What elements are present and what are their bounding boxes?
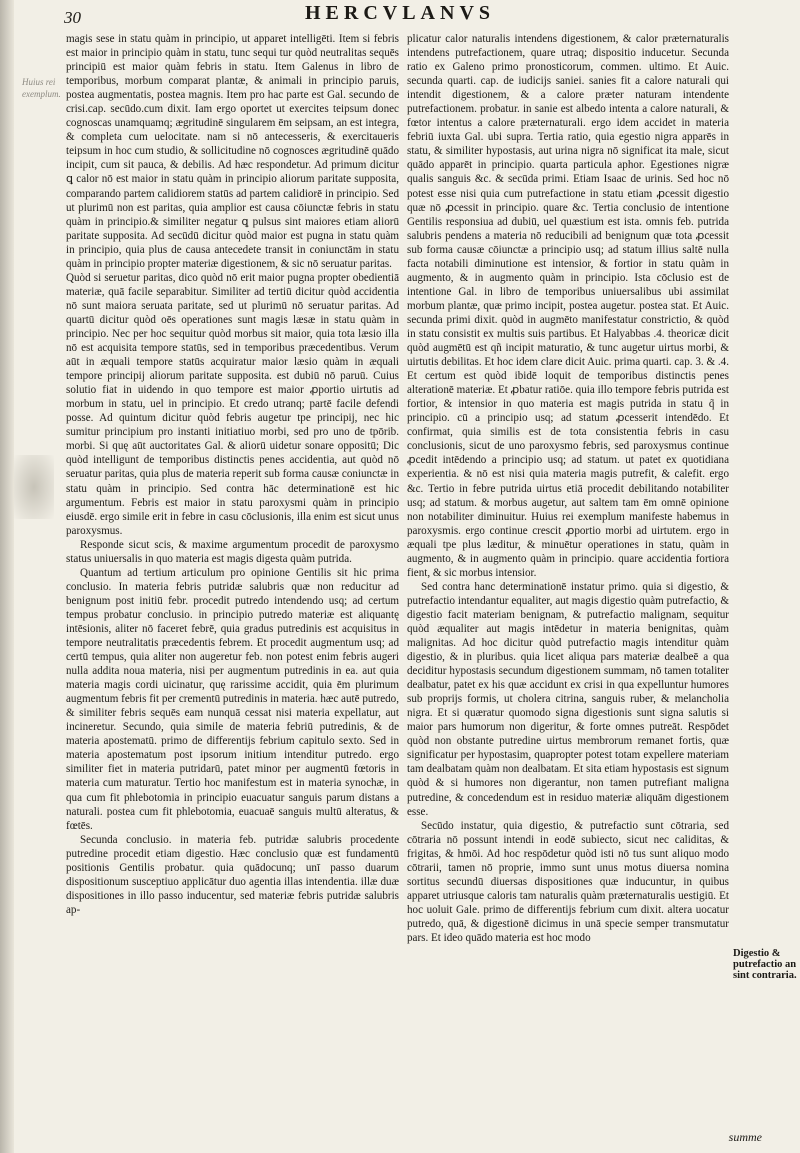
left-paragraph: Responde sicut scis, & maxime argumentum procedit de paroxysmo status uniuersalis in quo materia est magis digesta quàm putrida. (66, 538, 399, 565)
page-edge (0, 0, 14, 1153)
left-paragraph: magis sese in statu quàm in principio, ut apparet intelligēti. Item si febris est maior in principio quàm in statu, tunc sequi tur quòd neutralitas sequēs principiū est maior quàm febris in statu. Item Galenus in libro de temporibus, morbum comparat plantæ, & animali in principio paruis, postea augmentatis, postea magnis. Item pro hac parte est Gal. secundo de crisi.cap. secūdo.cum dixit. Iam ergo oportet ut exercites teipsum donec cognoscas unamquamq; ægritudinē singularem ēm seipsam, an est integra, & completa cum uelocitate. nam si nō antecesseris, & exercitaueris teipsum in hoc cum studio, & sollicitudine nō cognosces ægritudinē quādo incipit, cum sit pauca, & debilis. Ad hæc respondetur. Ad primum dicitur ꝗ calor nō est maior in statu quàm in principio aliorum paritate supposita, comparando partem calidiorem statūs ad partem calidiorē in principio. Sed ut plurimū non est paritas, quia amplior est causa cōiunctæ febris in statu quàm in principio.& similiter negatur ꝗ pulsus sint maiores etiam aliorū paritate supposita. Ad secūdū dicitur quòd maior est pugna in statu quàm in principio, quia plus de causa antecedete transit in coniunctām in statu quàm in principio propter materiæ digestionem, & sic nō seruatur paritas. (66, 33, 399, 270)
margin-note-left: Huius rei exemplum. (22, 77, 61, 99)
page-header (0, 2, 800, 32)
running-title: HERCVLANVS (304, 2, 496, 24)
left-paragraph: Quantum ad tertium articulum pro opinione Gentilis sit hic prima conclusio. In materia febris putridæ salubris quæ non reducitur ad benignum post initiū febr. procedit putredo intendendo usq; ad certum tempus probatur conclusio. in principio putredo materiæ est aliquantę intēsionis, aliter nō faceret febrē, quia gradus putredinis est acquisitus in tempore neutralitatis præcedentis febrem. Et procedit augmentum usq; ad certū tempus, quia aliter non augeretur feb. non potest enim febris augeri nulla addita noua materia, nisi per augmentum putredinis in ea. aut quia materia magis cordi uicinatur, quę rarissime accidit, quia ēm plurimum augmentum febris fit per crementū putredinis in materia. hæc autē putredo, & similiter febris sequēs eam nunquā cessat nisi materia expellatur, aut incineretur. Secundo, quia simile de materia febriū putredinis, & de materia apostematū. primo de differentijs febrium capitulo sexto. Sed in materia apostematum post ipsorum initium intenditur putredo. ergo similiter fiet in materia putridarū, patet minor per augmentū fœtoris in materia cum maturatur. Tertio hoc manifestum est in materia synochæ, in qua cum fit phlebotomia in principio euacuatur sanguis parum distans a naturali. postea cum fit phlebotomia, euacuaē sanguis multū alteratus, & fœtēs. (66, 566, 399, 832)
left-paragraph: Quòd si seruetur paritas, dico quòd nō erit maior pugna propter obedientiā materiæ, quā facile separabitur. Similiter ad tertiū dicitur quòd accidentia nō sunt maiora seruata paritate, sed ut plurimū nō seruatur paritas. Ad quartū dicitur quòd oēs operationes sunt magis læsæ in statu quàm in principio. Nec per hoc sequitur quòd morbus sit maior, quia tota læsio illa nō est acquisita tempore statūs, sed in temporibus præcedentibus. Verum aūt in æquali tempore statūs acquiratur maior læsio quàm in æquali tempore principij aliorum paritate supposita. est dubiū nō paruū. Cuius solutio fiat in uidendo in quo tempore est maior ꝓportio uirtutis ad morbum in statu, uel in principio. Et credo utranq; partē facile defendi posse. Ad quintum dicitur quòd febris augetur tpe principij, nec hic sumitur principium pro instanti initiatiuo morbi, sed pro uno de tpōrib. morbi. Si quę aūt auctoritates Gal. & aliorū uidetur sonare oppositū; Dic quòd intelligunt de temporibus distinctis penes accidentia, aut quòd nō seruatur paritas, quia plus de materia reperit sub forma causæ coniunctæ in statu quàm in principio. Sed contra hāc determinationē est hic argumentum. Febris est maior in statu paroxysmi quàm in principio eiusdē. ergo simile erit in febre in casu cōclusionis, illa enim est sicut unus paroxysmus. (66, 271, 399, 537)
right-paragraph: Secūdo instatur, quia digestio, & putrefactio sunt cōtraria, sed cōtraria nō possunt intendi in eodē subiecto, sicut nec caliditas, & frigitas, & hmōi. Ad hoc respōdetur quòd isti nō tus sunt aliquo modo cōtrarii, tamen nō proprie, immo sunt unus motus diuersa nomina sortitus secundū diuersas dispositiones quæ inducuntur, in quibus apparet utriusque caloris tam naturalis quàm præternaturalis uestigiū. Et hoc uoluit Gale. primo de differentijs febrium cum dixit. altera uocatur putredo, quā, & digestionē dicimus in unā specie semper transmutatur pars. Et ideo quādo materia est hoc modo (407, 819, 729, 944)
left-paragraph: Secunda conclusio. in materia feb. putridæ salubris procedente putredine procedit etiam digestio. Hæc conclusio quæ est fundamentū positionis Gentilis probatur. quia quādocunq; unī passo duarum dispositionum susceptiuo applicātur duo agentia illas intendentia. illæ duæ dispositiones in illo passo inducentur, sed materiæ febris putridæ salubris ap- (66, 833, 399, 916)
right-column (407, 32, 729, 1150)
ink-smudge (14, 455, 54, 519)
left-column (66, 32, 399, 1150)
folio-number: 30 (64, 8, 81, 27)
right-paragraph: Sed contra hanc determinationē instatur primo. quia si digestio, & putrefactio intendantur equaliter, aut magis digestio quàm putrefactio, & digestio facit materiam benignam, & putrefactio malignam, sequitur quòd æqualiter aut magis intēdetur in materia benignitas, quàm malignitas. Ad hoc dicitur quòd putrefactio magis intenditur quàm digestio, & in pluribus. quia licet aliqua pars materiæ dealbeē a qua deciditur hypostasis secundum digestionem summam, nō tamen totaliter dealbatur, patet ex his quæ accidunt ex crisi in qua expelluntur humores sub proprijs formis, ut cholera citrina, sanguis ruber, & melancholia nigra. Et si quæratur quomodo signa digestionis sunt signa salutis si maior pars humorum non digeritur, & forte omnes putreāt. Respōdet quòd non obstante putredine uirtus membrorum remanet fortis, quæ significatur per hypostasim, quapropter potest totam expellere materiam tam dealbatam quàm non dealbatam. Et sita etiam hypostasis est signum quòd & si humores non digerantur, non tamen putrefiant maligna putredine, & concedendum est in residuo materiæ aliquām digestionem esse. (407, 580, 729, 818)
catchword: summe (728, 1130, 762, 1144)
right-paragraph: plicatur calor naturalis intendens digestionem, & calor præternaturalis intendens putrefactionem, quare utraq; dispositio inducetur. Secunda ratio ex Galeno primo pronosticorum, commen. ultimo. Et Auic. secunda quarti. cap. de iudicijs saniei. sanies fit a calore naturali qui intendit digestionem, & a calore præter naturam intendente putrefactionem. probatur. in sanie est albedo intenta a calore naturali, & fœtor intentus a calore præternaturali. ergo idem accidet in materia febriū iuxta Gal. ubi supra. Tertia ratio, quia egestio nigra apparēs in statu, & similiter hypostasis, aut urina nigra nō significat ita male, sicut quādo apparēt in principio. quarta particula aphor. Egestiones nigræ qualis sanguis &c. & secūda primi. Etiam Isaac de urinis. Sed hoc nō potest esse nisi quia cum putrefactione in statu etiam ꝓcessit digestio quæ nō ꝓcessit in principio. quare &c. Tertia conclusio de intentione Gentilis responsiua ad dubiū, uel quæstium est ista. omnis feb. putrida salubris pendens a materia nō reducibili ad benignum quæ tota ꝓcessit sub forma causæ cōiunctæ a principio usq; ad statum illius saltē nulla facta notabili diminutione est intensior, & fortior in statu quàm in augmento, & in augmento quàm in principio. Ista cōclusio est de intentione Gal. in libro de temporibus uniuersalibus ubi assimilat morbum plantæ, quæ primo incipit, postea augetur. postea stat. Et Auic. secunda primi dixit. quòd in augmēto manifestatur constrictio, & quòd in statu consistit ex multis suis partibus. Et Halyabbas .4. theoricæ dicit quòd augmētū est qñ incipit maturatio, & tunc augetur uirtus morbi, & uirtutis debilitas. Et hoc idem clare dicit Auic. prima quarti. cap. 3. & .4. Et certum est quòd ibidē loquit de temporibus distinctis penes alterationē materiæ. Et ꝓbatur ratiōe. quia illo tempore febris putrida est fortior, & intensior in quo materia est magis putrida in statu q̃ in principio. cū a principio usq; ad statum ꝓcesserit intendēdo. Et confirmat, quia similis est de tota consistentia febris in casu conclusionis, sicut de uno paroxysmo febris, sed paroxysmus continue ꝓcedit intēdendo a principio usq; ad statum. ut patet ex quotidiana experientia. & nō est nisi quia materia magis putrefit, & calefit. ergo &c. Tertio in febre putrida uirtus etiā procedit debilitando notabiliter usq; ad statum. & morbus augetur, aut saltem tam ēm omnē opinione non notabiliter diminuitur. Huius rei exemplum manifeste habemus in paroxysmis. ergo continue crescit ꝓportio morbi ad uirtutem. ergo in æquali tpe plus læditur, & minuētur operationes in statu, quàm in augmento, & in augmento quàm in principio. quare accidentia fortiora fient, & sic morbus intensior. (407, 33, 729, 579)
margin-note-right: Digestio & putrefactio an sint contraria. (733, 948, 797, 981)
